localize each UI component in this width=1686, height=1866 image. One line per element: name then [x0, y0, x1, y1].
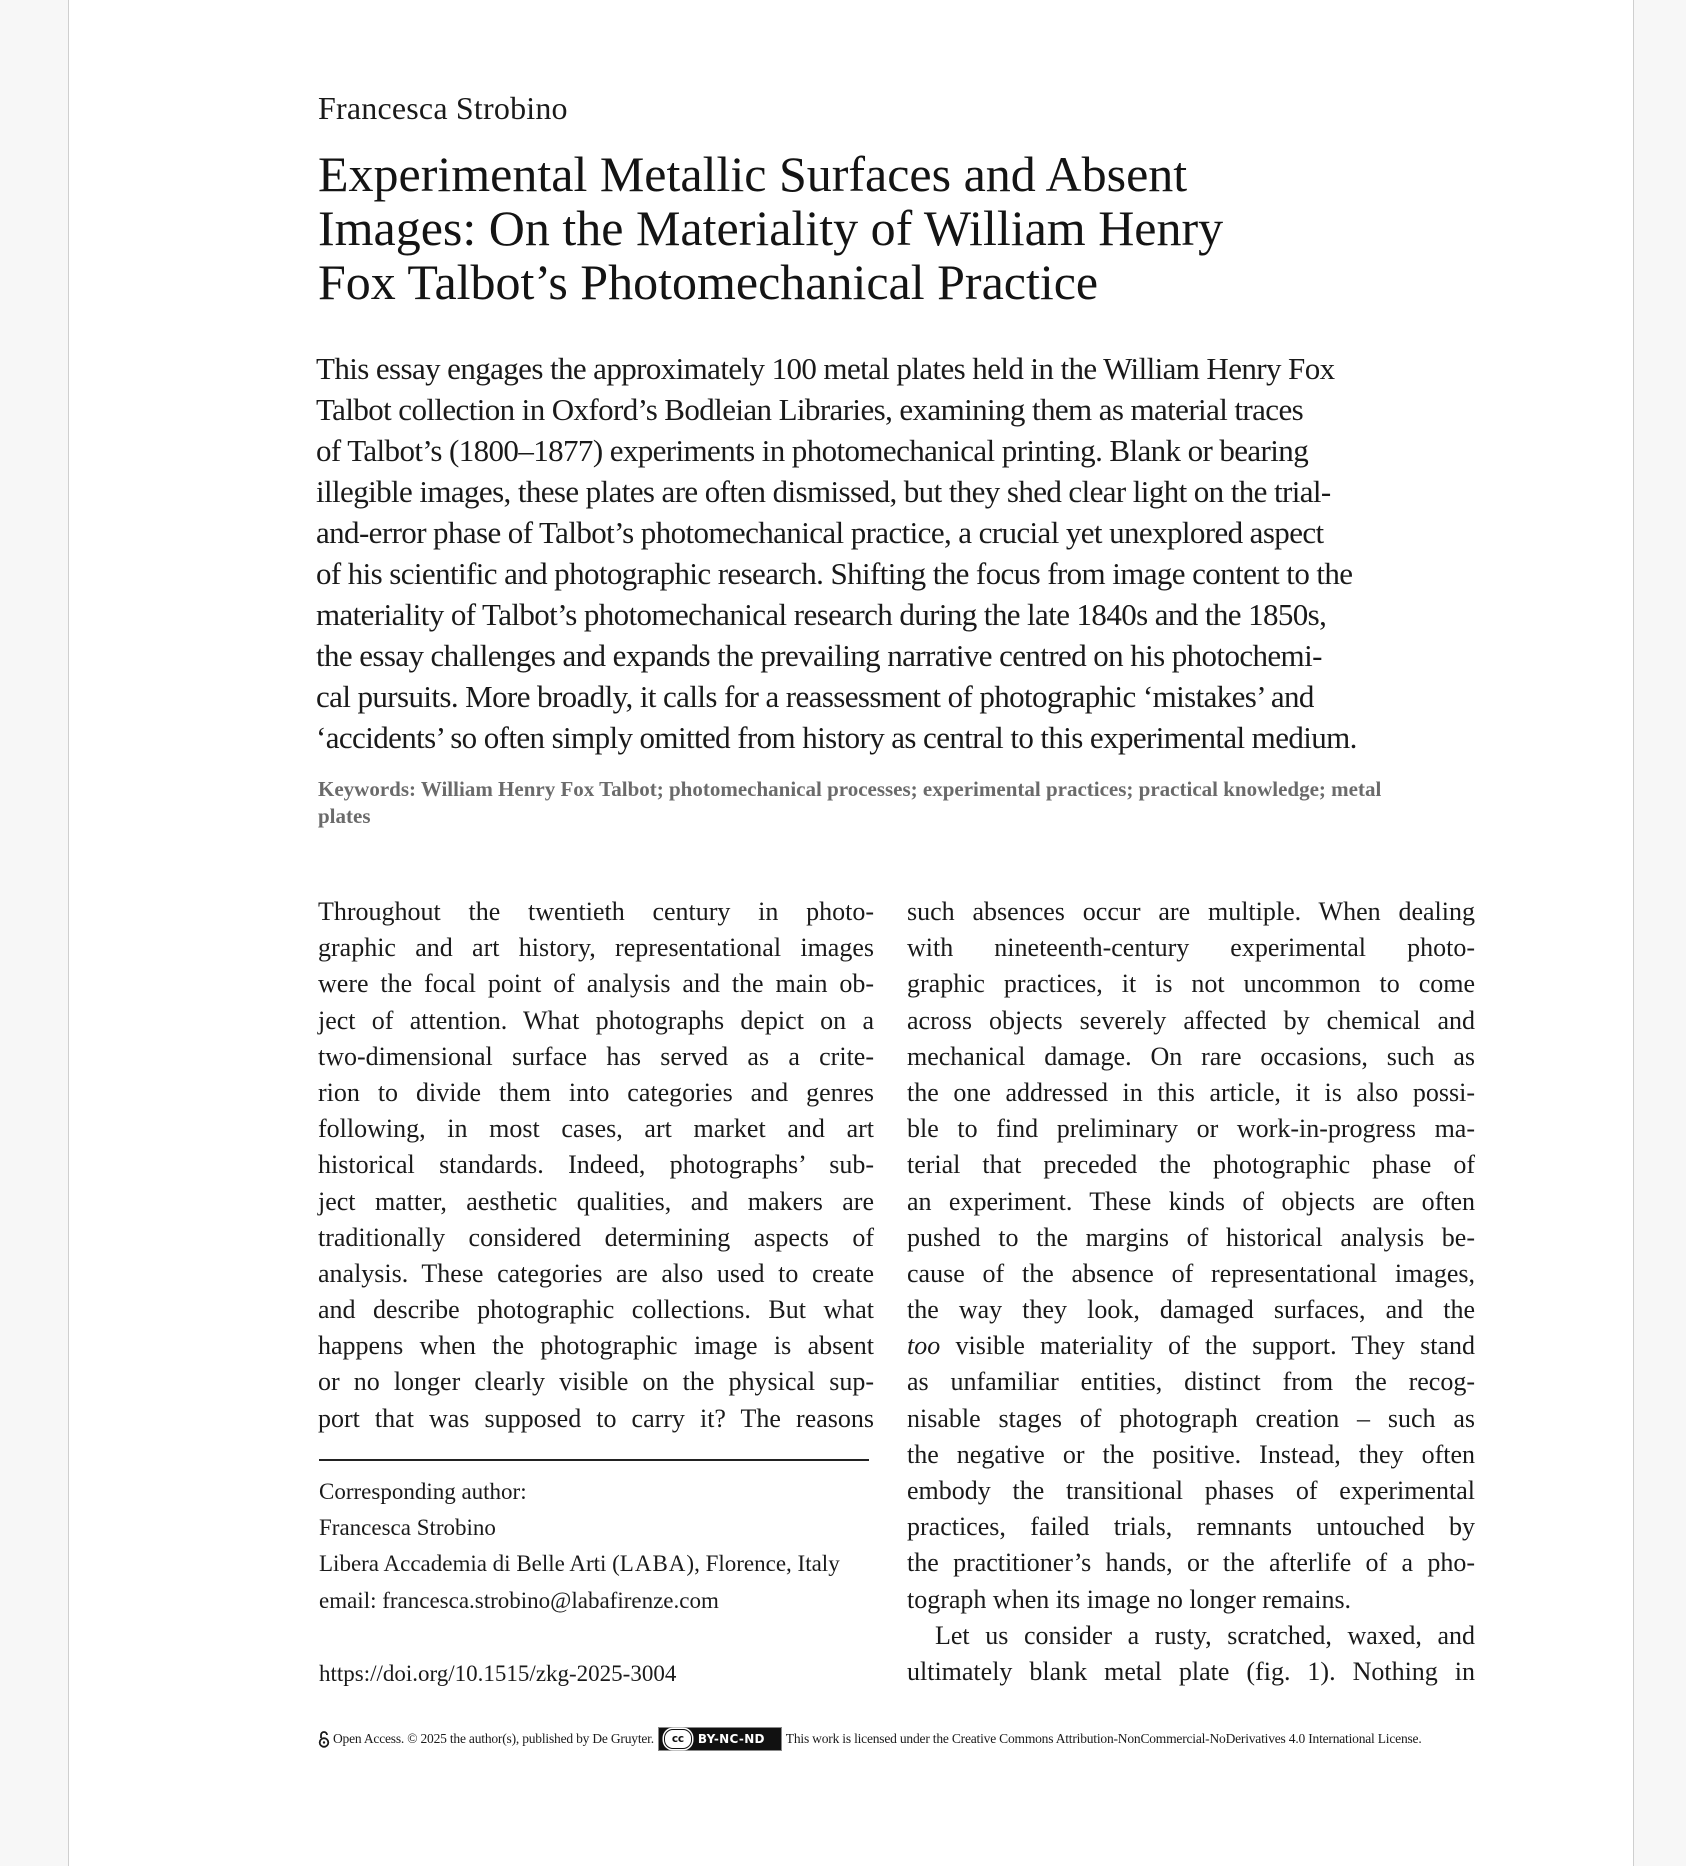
body-line: the one addressed in this article, it is also possi- [907, 1077, 1475, 1107]
title-line: Fox Talbot’s Photomechanical Practice [318, 254, 1099, 310]
abstract-line: and-error phase of Talbot’s photomechanical practice, a crucial yet unexplored aspect [316, 515, 1324, 550]
body-line: mechanical damage. On rare occasions, such as [907, 1041, 1475, 1071]
body-line: ble to find preliminary or work-in-progress ma- [907, 1114, 1475, 1144]
keywords-line: Keywords: William Henry Fox Talbot; photomechanical processes; experimental practices; practical knowledge; metal [318, 777, 1382, 801]
body-line: were the focal point of analysis and the main ob- [318, 969, 874, 999]
cc-icon: cc [664, 1729, 692, 1749]
abstract-line: Talbot collection in Oxford’s Bodleian Libraries, examining them as material traces [316, 392, 1304, 427]
cc-license-badge[interactable] [658, 1727, 782, 1751]
body-line: following, in most cases, art market and art [318, 1114, 874, 1144]
license-footer [318, 1728, 1422, 1750]
abstract-line: ‘accidents’ so often simply omitted from history as central to this experimental medium. [316, 720, 1357, 755]
article-title [318, 147, 1318, 309]
body-line: port that was supposed to carry it? The reasons [318, 1403, 874, 1433]
document-page [68, 0, 1634, 1866]
body-line: happens when the photographic image is absent [318, 1331, 874, 1361]
body-line-paragraph-start: Let us consider a rusty, scratched, waxed, and [935, 1620, 1475, 1650]
affiliation-post: ), Florence, Italy [686, 1551, 840, 1577]
body-line: graphic and art history, representational images [318, 933, 874, 963]
footnote-author-name: Francesca Strobino [319, 1515, 496, 1541]
body-line: the way they look, damaged surfaces, and the [907, 1295, 1475, 1325]
abstract-line: This essay engages the approximately 100 metal plates held in the William Henry Fox [316, 351, 1335, 386]
affiliation-abbr: LABA [619, 1551, 687, 1577]
body-line: as unfamiliar entities, distinct from the recog- [907, 1367, 1475, 1397]
body-column-left [318, 894, 874, 1437]
abstract-line: cal pursuits. More broadly, it calls for a reassessment of photographic ‘mistakes’ and [316, 679, 1314, 714]
body-column-right [907, 894, 1475, 1690]
abstract-line: of his scientific and photographic research. Shifting the focus from image content to the [316, 556, 1353, 591]
abstract [316, 348, 1486, 758]
body-line: two-dimensional surface has served as a crite- [318, 1041, 874, 1071]
footnote-email[interactable]: email: francesca.strobino@labafirenze.com [319, 1587, 719, 1613]
abstract-line: the essay challenges and expands the prevailing narrative centred on his photochemi- [316, 638, 1322, 673]
abstract-line: materiality of Talbot’s photomechanical research during the late 1840s and the 1850s, [316, 597, 1327, 632]
body-line: tograph when its image no longer remains. [907, 1584, 1352, 1614]
body-line-with-italic [907, 1328, 1475, 1364]
body-line: the negative or the positive. Instead, they often [907, 1439, 1475, 1469]
affiliation-pre: Libera Accademia di Belle Arti ( [319, 1551, 620, 1577]
license-suffix: This work is licensed under the Creative Commons Attribution-NonCommercial-NoDerivatives 4.0 International License. [785, 1731, 1422, 1746]
title-line: Experimental Metallic Surfaces and Absent [318, 146, 1188, 202]
license-prefix: Open Access. © 2025 the author(s), published by De Gruyter. [333, 1731, 654, 1746]
abstract-line: illegible images, these plates are often dismissed, but they shed clear light on the trial- [316, 474, 1331, 509]
title-line: Images: On the Materiality of William Henry [318, 200, 1224, 256]
abstract-line: of Talbot’s (1800–1877) experiments in photomechanical printing. Blank or bearing [316, 433, 1309, 468]
body-line: traditionally considered determining aspects of [318, 1222, 874, 1252]
footnote-affiliation [319, 1546, 840, 1582]
body-line-rest: visible materiality of the support. They stand [955, 1331, 1475, 1361]
footnote-label: Corresponding author: [319, 1479, 527, 1504]
body-line: or no longer clearly visible on the physical sup- [318, 1367, 874, 1397]
keywords [318, 776, 1518, 830]
body-line: cause of the absence of representational images, [907, 1258, 1475, 1288]
body-line: and describe photographic collections. But what [318, 1295, 874, 1325]
open-access-lock-icon [318, 1730, 330, 1748]
body-line: ject matter, aesthetic qualities, and makers are [318, 1186, 874, 1216]
body-line: ultimately blank metal plate (fig. 1). Nothing in [907, 1656, 1475, 1686]
body-line: historical standards. Indeed, photographs’ sub- [318, 1150, 874, 1180]
body-line: with nineteenth-century experimental photo- [907, 933, 1475, 963]
body-line: pushed to the margins of historical analysis be- [907, 1222, 1475, 1252]
article-author: Francesca Strobino [318, 90, 568, 126]
body-line: graphic practices, it is not uncommon to come [907, 969, 1475, 999]
body-line: embody the transitional phases of experimental [907, 1476, 1475, 1505]
body-line: practices, failed trials, remnants untouched by [907, 1512, 1475, 1542]
body-line: rion to divide them into categories and genres [318, 1077, 874, 1107]
corresponding-author-note [319, 1474, 840, 1619]
keywords-line: plates [318, 804, 371, 828]
body-line: ject of attention. What photographs depict on a [318, 1005, 874, 1035]
body-line: across objects severely affected by chemical and [907, 1005, 1475, 1035]
body-line: the practitioner’s hands, or the afterlife of a pho- [907, 1548, 1475, 1578]
doi-link[interactable]: https://doi.org/10.1515/zkg-2025-3004 [319, 1661, 677, 1686]
cc-badge-label: BY-NC-ND [697, 1732, 765, 1746]
italic-word: too [907, 1331, 941, 1361]
body-line: terial that preceded the photographic phase of [907, 1150, 1475, 1180]
body-line: analysis. These categories are also used to create [318, 1258, 874, 1288]
footnote-divider [319, 1459, 869, 1461]
body-line: nisable stages of photograph creation – such as [907, 1403, 1475, 1433]
body-line: an experiment. These kinds of objects are often [907, 1186, 1475, 1216]
body-line: Throughout the twentieth century in photo- [318, 897, 874, 926]
body-line: such absences occur are multiple. When dealing [907, 897, 1475, 926]
